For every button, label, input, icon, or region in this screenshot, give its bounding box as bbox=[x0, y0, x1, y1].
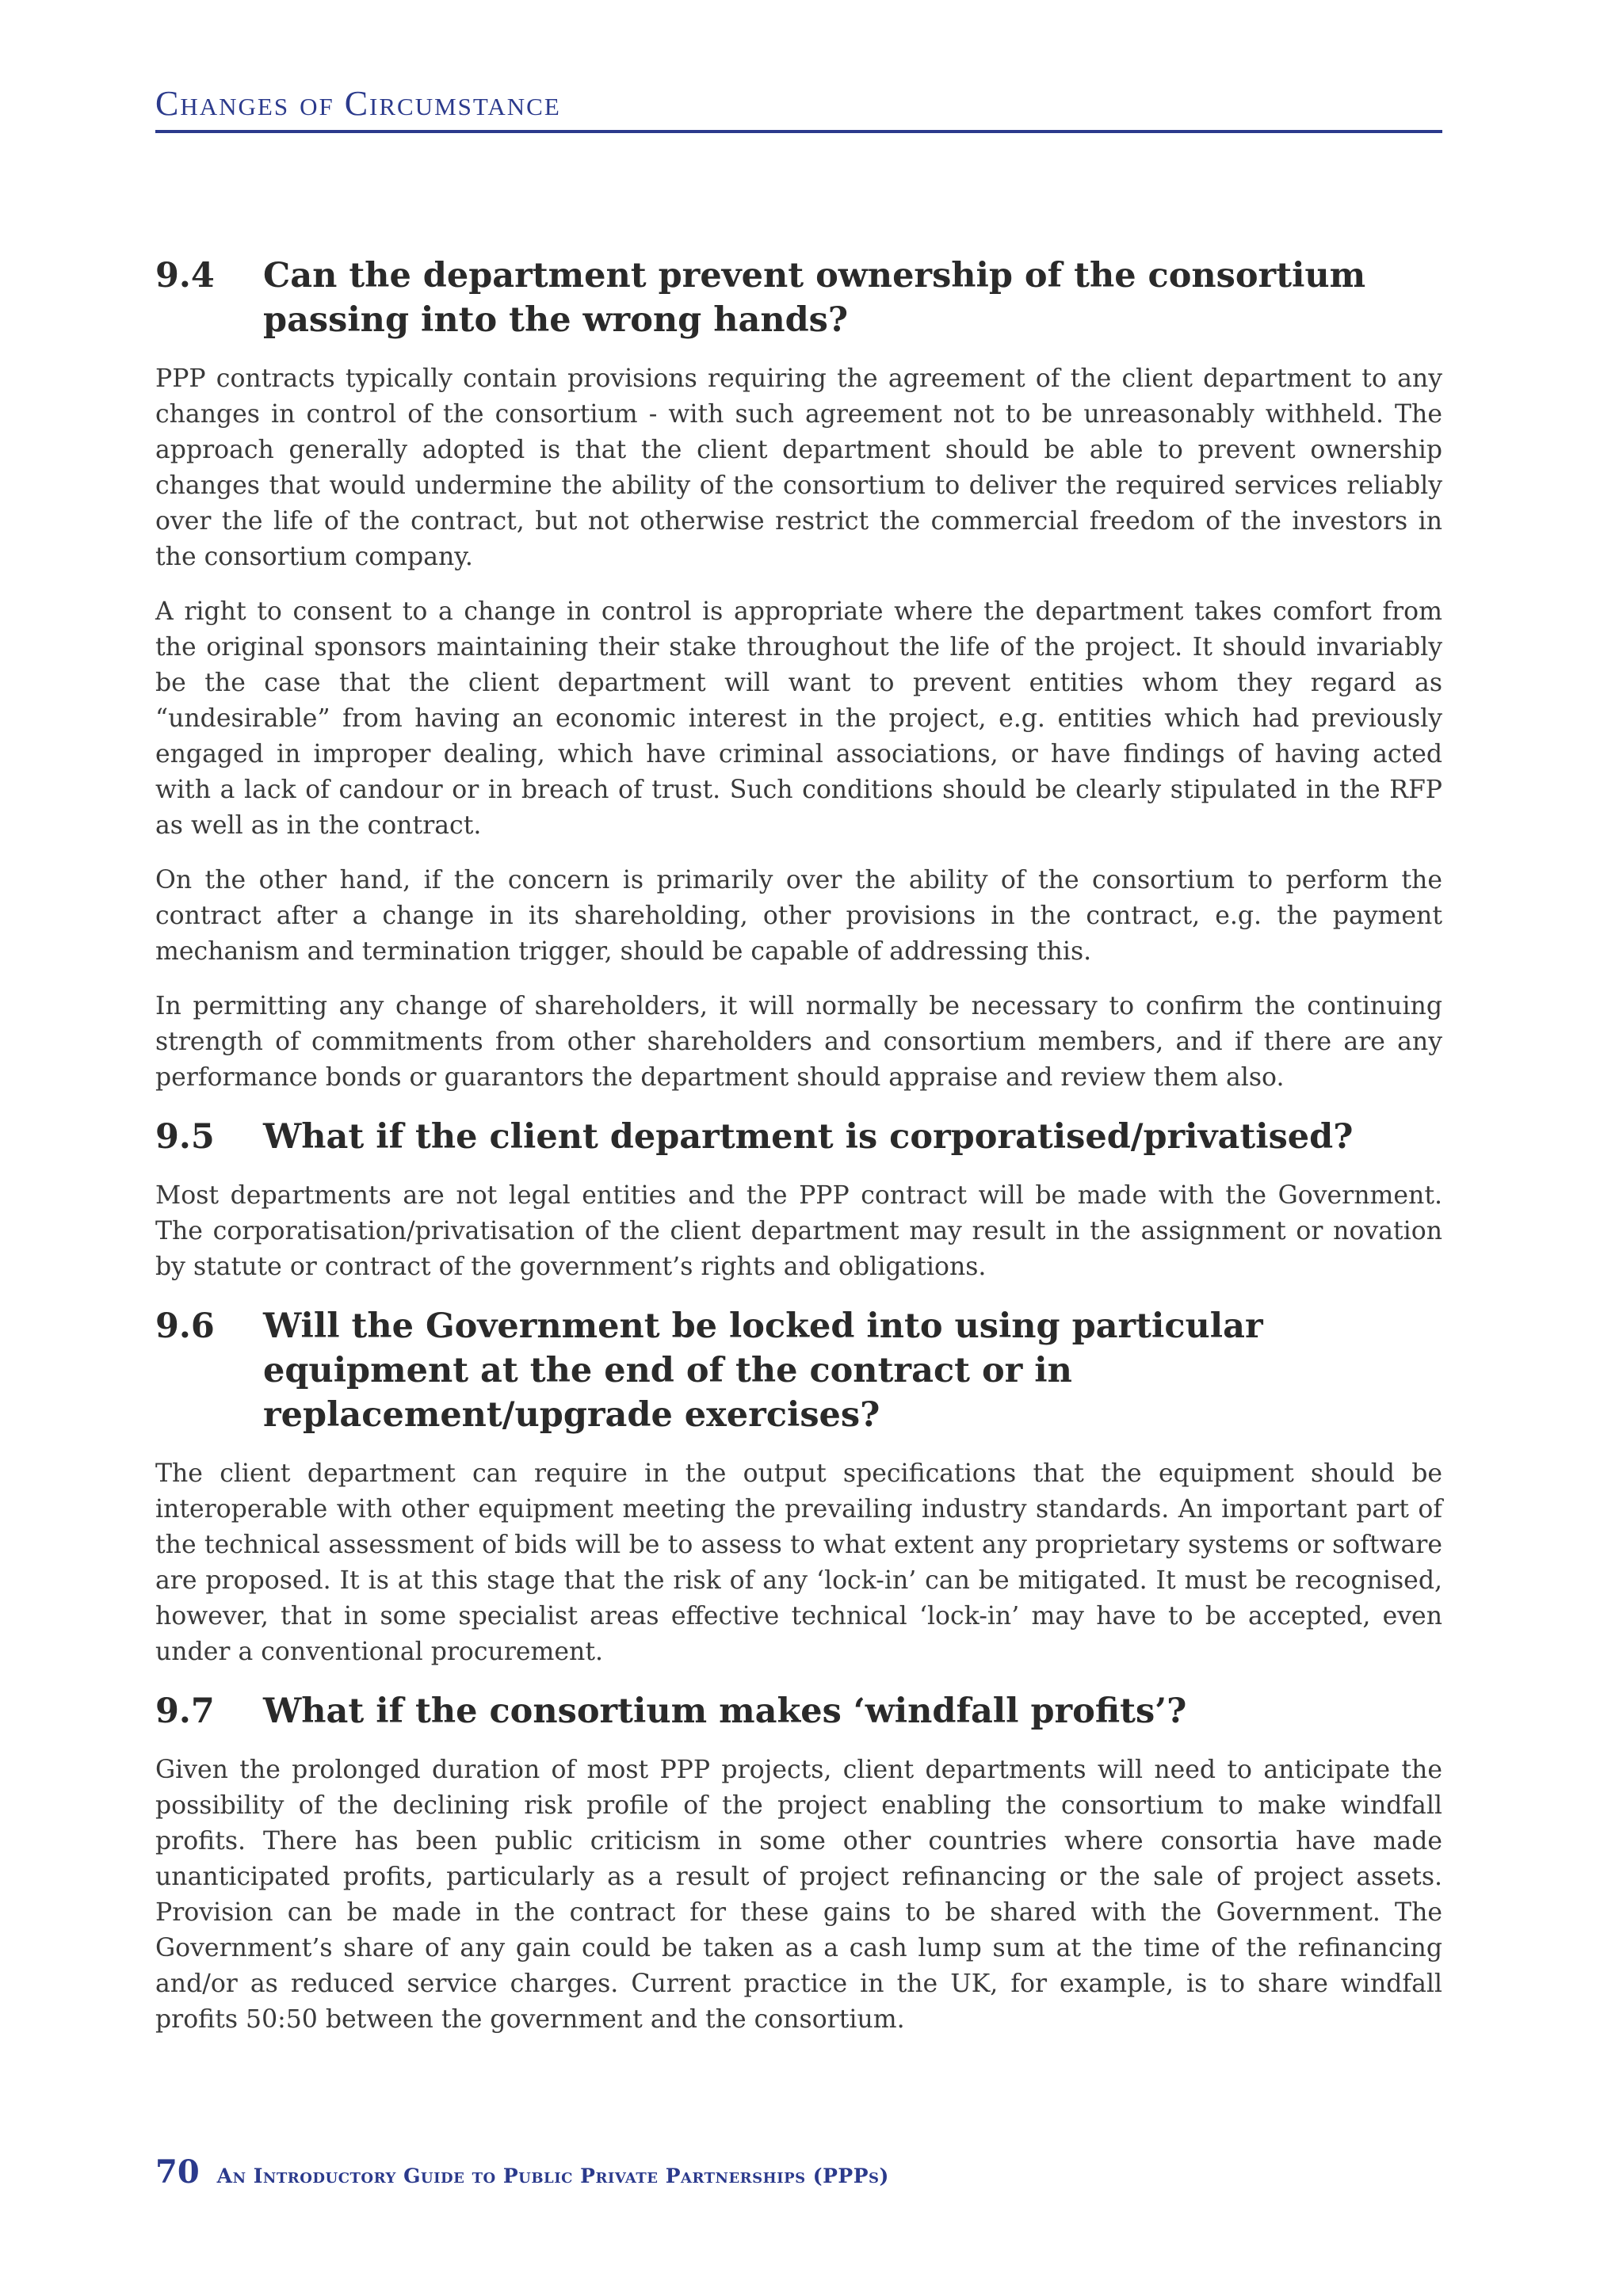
page-header bbox=[155, 82, 1442, 133]
footer-guide-title: An Introductory Guide to Public Private Partnerships (PPPs) bbox=[216, 2164, 889, 2187]
section-number: 9.4 bbox=[155, 256, 215, 296]
section-heading bbox=[155, 1115, 1442, 1159]
section-title: What if the client department is corporatised/privatised? bbox=[263, 1117, 1354, 1157]
section-title: Will the Government be locked into using particular equipment at the end of the contract or in replacement/upgrade exercises? bbox=[263, 1306, 1263, 1435]
paragraph: Most departments are not legal entities and the PPP contract will be made with the Government. The corporatisation/privatisation of the client department may result in the assignment or novation by statute or contract of the government’s rights and obligations. bbox=[155, 1181, 1442, 1281]
main-content bbox=[155, 254, 1442, 2057]
running-header-title: Changes of Circumstance bbox=[155, 84, 561, 123]
paragraph: PPP contracts typically contain provisions requiring the agreement of the client department to any changes in control of the consortium - with such agreement not to be unreasonably withheld. The approach generally adopted is that the client department should be able to prevent ownership changes that would undermine the ability of the consortium to deliver the required services reliably over the life of the contract, but not otherwise restrict the commercial freedom of the investors in the consortium company. bbox=[155, 364, 1442, 571]
section-9-4 bbox=[155, 254, 1442, 1096]
page-number: 70 bbox=[155, 2153, 200, 2191]
paragraph: In permitting any change of shareholders, it will normally be necessary to confirm the continuing strength of commitments from other shareholders and consortium members, and if there are any performance bonds or guarantors the department should appraise and review them also. bbox=[155, 992, 1442, 1092]
section-9-6 bbox=[155, 1304, 1442, 1670]
section-9-7 bbox=[155, 1689, 1442, 2038]
paragraph: Given the prolonged duration of most PPP projects, client departments will need to anticipate the possibility of the declining risk profile of the project enabling the consortium to make windfall profits. There has been public criticism in some other countries where consortia have made unanticipated profits, particularly as a result of project refinancing or the sale of project assets. Provision can be made in the contract for these gains to be shared with the Government. The Government’s share of any gain could be taken as a cash lump sum at the time of the refinancing and/or as reduced service charges. Current practice in the UK, for example, is to share windfall profits 50:50 between the government and the consortium. bbox=[155, 1756, 1442, 2034]
section-heading bbox=[155, 1689, 1442, 1733]
section-number: 9.6 bbox=[155, 1306, 215, 1346]
section-number: 9.5 bbox=[155, 1117, 215, 1157]
section-heading bbox=[155, 254, 1442, 342]
page-footer bbox=[155, 2153, 889, 2191]
section-heading bbox=[155, 1304, 1442, 1437]
section-title: What if the consortium makes ‘windfall profits’? bbox=[263, 1691, 1187, 1731]
section-9-5 bbox=[155, 1115, 1442, 1285]
paragraph: On the other hand, if the concern is primarily over the ability of the consortium to perform the contract after a change in its shareholding, other provisions in the contract, e.g. the payment mechanism and termination trigger, should be capable of addressing this. bbox=[155, 866, 1442, 966]
paragraph: The client department can require in the output specifications that the equipment should be interoperable with other equipment meeting the prevailing industry standards. An important part of the technical assessment of bids will be to assess to what extent any proprietary systems or software are proposed. It is at this stage that the risk of any ‘lock-in’ can be mitigated. It must be recognised, however, that in some specialist areas effective technical ‘lock-in’ may have to be accepted, even under a conventional procurement. bbox=[155, 1459, 1442, 1666]
section-title: Can the department prevent ownership of the consortium passing into the wrong hands? bbox=[263, 256, 1366, 340]
section-number: 9.7 bbox=[155, 1691, 215, 1731]
paragraph: A right to consent to a change in control is appropriate where the department takes comfort from the original sponsors maintaining their stake throughout the life of the project. It should invariably be the case that the client department will want to prevent entities whom they regard as “undesirable” from having an economic interest in the project, e.g. entities which had previously engaged in improper dealing, which have criminal associations, or have findings of having acted with a lack of candour or in breach of trust. Such conditions should be clearly stipulated in the RFP as well as in the contract. bbox=[155, 597, 1442, 840]
